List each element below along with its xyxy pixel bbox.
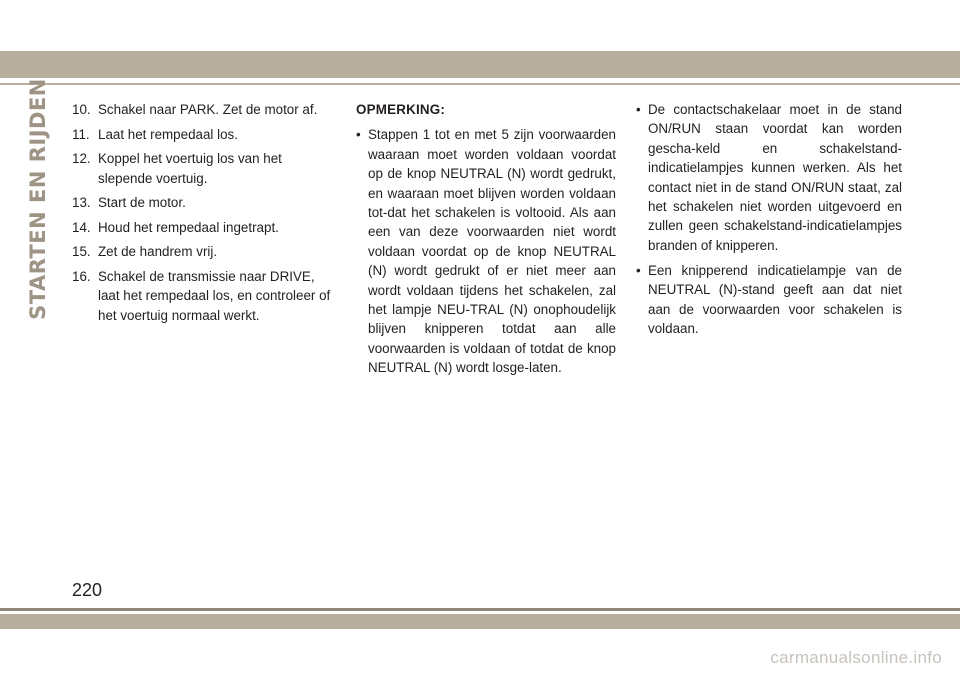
- bullet-icon: •: [636, 102, 641, 117]
- step-number: 15.: [72, 244, 91, 260]
- step-item: [72, 267, 336, 325]
- step-item: [72, 193, 336, 212]
- header-band: [0, 51, 960, 78]
- bullet-icon: •: [636, 262, 641, 278]
- step-number: 11.: [72, 126, 90, 142]
- step-number: 10.: [72, 102, 91, 117]
- step-item: [72, 218, 336, 237]
- bullets-column: [636, 100, 902, 344]
- list-item-text: Een knipperend indicatielampje van de NEUTRAL (N)-stand geeft aan dat niet aan de voorwaarden voor schakelen is voldaan.: [648, 262, 902, 336]
- step-text: Houd het rempedaal ingetrapt.: [98, 219, 279, 235]
- step-item: [72, 125, 336, 144]
- step-item: [72, 242, 336, 261]
- footer-band: [0, 614, 960, 629]
- step-number: 12.: [72, 151, 91, 167]
- step-text: Start de motor.: [98, 195, 186, 211]
- watermark-text: carmanualsonline.info: [770, 648, 942, 667]
- section-title: STARTEN EN RIJDEN: [26, 78, 50, 320]
- list-item: [636, 100, 902, 255]
- list-item-text: De contactschakelaar moet in de stand ON/RUN staan voordat kan worden gescha-keld en schakelstand-indicatielampjes kunnen werken. Als het contact niet in de stand ON/RUN staat, zal het schakelen niet worden uitgevoerd en zullen geen schakelstand-indicatielampjes branden of knipperen.: [648, 102, 902, 253]
- list-item: [636, 261, 902, 339]
- steps-column: [72, 100, 336, 330]
- step-number: 14.: [72, 219, 91, 235]
- step-text: Schakel de transmissie naar DRIVE, laat het rempedaal los, en controleer of het voertuig normaal werkt.: [98, 268, 331, 323]
- page-number: 220: [72, 580, 103, 600]
- bullet-icon: •: [356, 127, 361, 143]
- note-text: Stappen 1 tot en met 5 zijn voorwaarden waaraan moet worden voldaan voordat op de knop NEUTRAL (N) wordt gedrukt, en waaraan moet blijven worden voldaan tot-dat het schakelen is voltooid. Als aan een van deze voorwaarden niet wordt voldaan voordat op de knop NEUTRAL (N) wordt gedrukt of er niet meer aan wordt voldaan tijdens het schakelen, zal het lampje NEU-TRAL (N) onophoudelijk blijven knipperen totdat aan alle voorwaarden is voldaan of totdat de knop NEUTRAL (N) wordt losge-laten.: [368, 127, 616, 376]
- step-item: [72, 100, 336, 119]
- note-heading: OPMERKING:: [356, 102, 446, 117]
- header-rule: [0, 83, 960, 85]
- step-number: 13.: [72, 195, 91, 211]
- section-tab: [24, 78, 52, 320]
- step-text: Laat het rempedaal los.: [98, 126, 238, 142]
- footer-rule: [0, 608, 960, 611]
- step-number: 16.: [72, 268, 91, 284]
- note-bullet: [356, 125, 616, 377]
- step-text: Zet de handrem vrij.: [98, 244, 218, 260]
- step-text: Schakel naar PARK. Zet de motor af.: [98, 102, 318, 117]
- note-column: [356, 100, 616, 383]
- step-item: [72, 149, 336, 188]
- step-text: Koppel het voertuig los van het slepende voertuig.: [98, 151, 282, 186]
